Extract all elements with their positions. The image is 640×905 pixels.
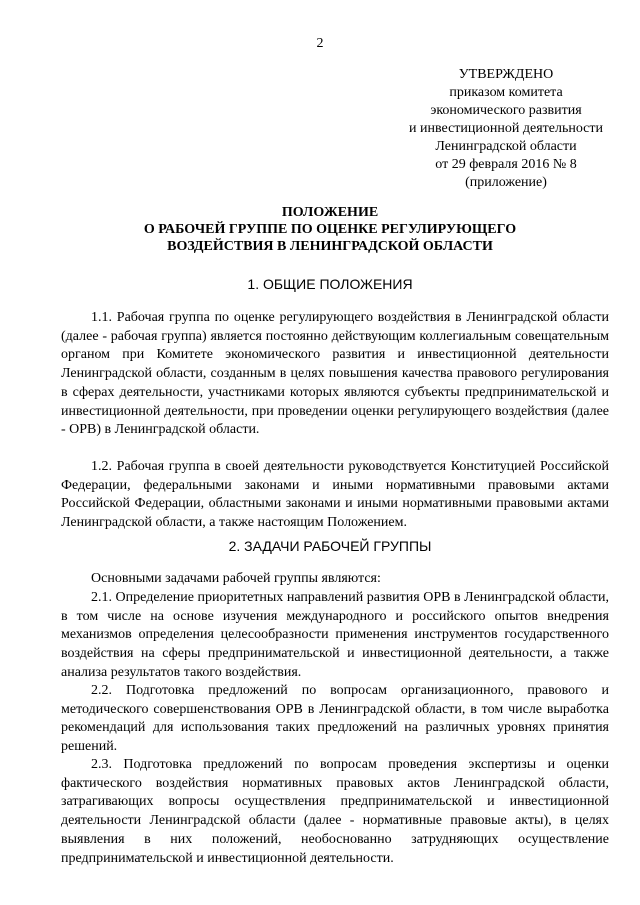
document-title [60,204,600,255]
title-line: ВОЗДЕЙСТВИЯ В ЛЕНИНГРАДСКОЙ ОБЛАСТИ [167,239,493,254]
section-heading: 1. ОБЩИЕ ПОЛОЖЕНИЯ [247,276,413,292]
approval-stamp [392,66,620,192]
page-number: 2 [316,36,324,51]
paragraph: Основными задачами рабочей группы являются: [91,571,381,586]
approval-line: Ленинградской области [435,139,577,154]
approval-line: экономического развития [430,103,582,118]
paragraph: 1.1. Рабочая группа по оценке регулирующего воздействия в Ленинградской области (далее - рабочая группа) является постоянно действующим коллегиальным совещательным органом при Комитете экономического развития и инвестиционной деятельности Ленинградской области, созданным в целях повышения качества правового регулирования в сферах деятельности, участниками которых являются субъекты предпринимательской и инвестиционной деятельности, при проведении оценки регулирующего воздействия (далее - ОРВ) в Ленинградской области. [61,310,609,438]
approval-line: УТВЕРЖДЕНО [458,67,554,82]
paragraph: 2.3. Подготовка предложений по вопросам проведения экспертизы и оценки фактического воздействия нормативных правовых актов Ленинградской области, затрагивающих вопросы осуществления предпринимательской и инвестиционной деятельности Ленинградской области (далее - нормативные правовые акты), в целях выявления в них положений, необоснованно затрудняющих осуществление предпринимательской и инвестиционной деятельности. [61,757,609,866]
paragraph: 1.2. Рабочая группа в своей деятельности руководствуется Конституцией Российской Федерации, федеральными законами и иными нормативными правовыми актами Российской Федерации, областными законами и иными нормативными правовыми актами Ленинградской области, а также настоящим Положением. [61,459,609,531]
paragraph: 2.1. Определение приоритетных направлений развития ОРВ в Ленинградской области, в том числе на основе изучения международного и российского опытов внедрения механизмов определения целесообразности применения инструментов государственного воздействия на сферы предпринимательской и инвестиционной деятельности, а также анализа результатов такого воздействия. [61,590,609,680]
approval-line: (приложение) [465,175,547,190]
approval-line: приказом комитета [449,85,563,100]
section-heading: 2. ЗАДАЧИ РАБОЧЕЙ ГРУППЫ [228,538,432,554]
approval-line: и инвестиционной деятельности [409,121,603,136]
paragraph: 2.2. Подготовка предложений по вопросам организационного, правового и методического совершенствования ОРВ в Ленинградской области, в том числе выработка рекомендаций для использования таких предложений на различных уровнях принятия решений. [61,683,609,755]
approval-line: от 29 февраля 2016 № 8 [435,157,577,172]
title-line: О РАБОЧЕЙ ГРУППЕ ПО ОЦЕНКЕ РЕГУЛИРУЮЩЕГО [143,222,517,237]
title-line: ПОЛОЖЕНИЕ [281,205,379,220]
